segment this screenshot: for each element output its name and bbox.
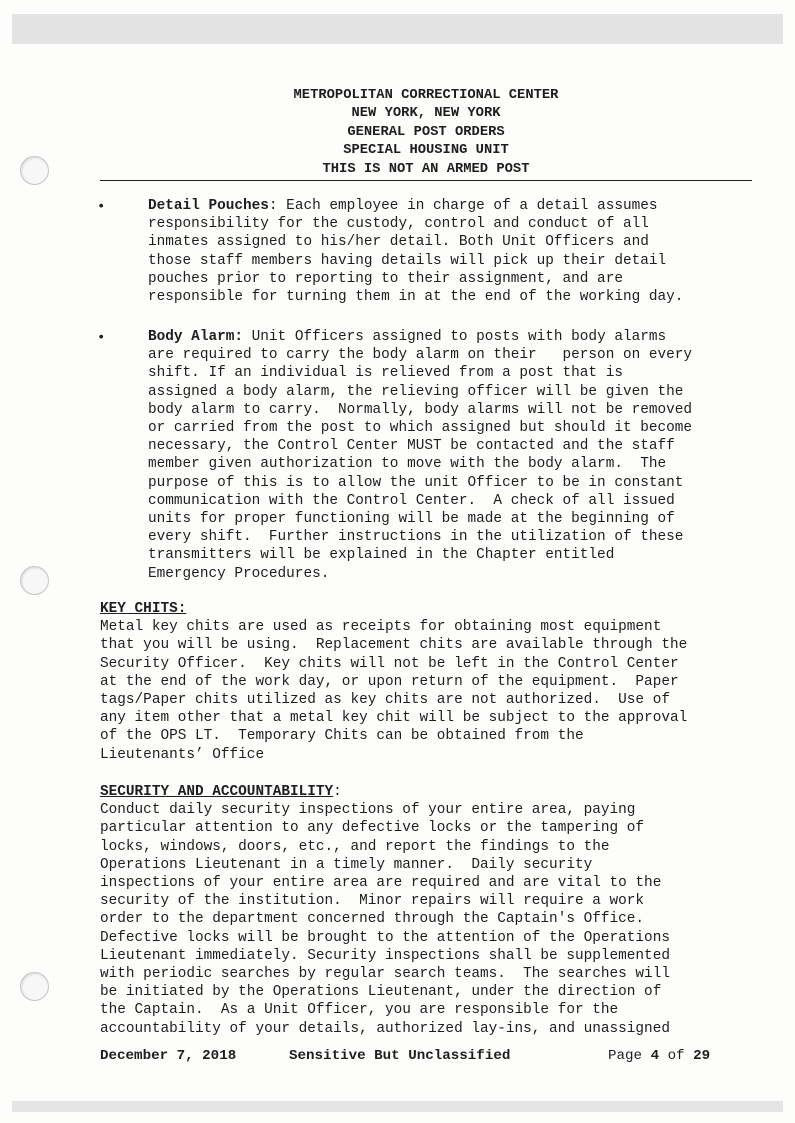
footer-page-number: 4 (650, 1048, 660, 1064)
paragraph-line: Unit Officers assigned to posts with body alarms (243, 329, 667, 345)
paragraph-line: the Captain. As a Unit Officer, you are responsible for the (100, 1002, 619, 1019)
paragraph-line: with periodic searches by regular search teams. The searches will (100, 966, 670, 983)
header-line-unit: SPECIAL HOUSING UNIT (343, 143, 509, 159)
header-line-institution: METROPOLITAN CORRECTIONAL CENTER (293, 88, 559, 103)
security-heading: SECURITY AND ACCOUNTABILITY (100, 784, 334, 800)
paragraph-line: Security Officer. Key chits will not be left in the Control Center (100, 655, 679, 672)
security-section (100, 783, 670, 1038)
paragraph-line: assigned a body alarm, the relieving officer will be given the (148, 383, 684, 400)
paragraph-line: Lieutenant immediately. Security inspections shall be supplemented (100, 947, 670, 964)
paragraph-line: that you will be using. Replacement chits are available through the (100, 637, 688, 654)
paragraph-line: responsible for turning them in at the end of the working day. (148, 289, 684, 306)
detail-pouches-title: Detail Pouches (148, 198, 269, 214)
binder-hole-top (20, 156, 49, 185)
paragraph-line: particular attention to any defective locks or the tampering of (100, 820, 645, 837)
scan-edge-top (12, 14, 783, 44)
paragraph-line: or carried from the post to which assigned but should it become (148, 420, 693, 437)
binder-hole-bottom (20, 972, 49, 1001)
paragraph-line: locks, windows, doors, etc., and report the findings to the (100, 838, 610, 855)
body-alarm-title: Body Alarm: (148, 329, 243, 345)
footer-of-label: of (667, 1048, 685, 1064)
paragraph-line: tags/Paper chits utilized as key chits are not authorized. Use of (100, 692, 670, 709)
header-line-orders: GENERAL POST ORDERS (347, 124, 505, 140)
key-chits-heading: KEY CHITS: (100, 601, 187, 617)
paragraph-line: Defective locks will be brought to the attention of the Operations (100, 929, 670, 946)
paragraph-line: those staff members having details will pick up their detail (148, 252, 667, 269)
paragraph-line: at the end of the work day, or upon return of the equipment. Paper (100, 673, 679, 690)
scan-edge-bottom (12, 1101, 783, 1112)
paragraph-line: are required to carry the body alarm on their person on every (148, 347, 693, 364)
footer-total-pages: 29 (693, 1048, 711, 1064)
header-divider (100, 180, 752, 181)
paragraph-line: necessary, the Control Center MUST be contacted and the staff (148, 438, 675, 455)
detail-pouches-paragraph (148, 197, 683, 306)
paragraph-line: Operations Lieutenant in a timely manner. Daily security (100, 856, 593, 873)
paragraph-line: purpose of this is to allow the unit Officer to be in constant (148, 474, 684, 491)
paragraph-line: Conduct daily security inspections of your entire area, paying (100, 802, 636, 819)
paragraph-line: accountability of your details, authorized lay-ins, and unassigned (100, 1020, 670, 1037)
bullet-body-alarm-marker: • (97, 330, 106, 346)
paragraph-line: Metal key chits are used as receipts for obtaining most equipment (100, 619, 662, 636)
paragraph-line: order to the department concerned through the Captain's Office. (100, 911, 645, 928)
body-alarm-paragraph (148, 328, 692, 583)
header-line-armed-status: THIS IS NOT AN ARMED POST (322, 161, 530, 177)
paragraph-line: be initiated by the Operations Lieutenant, under the direction of (100, 984, 662, 1001)
paragraph-line: responsibility for the custody, control and conduct of all (148, 216, 649, 233)
footer-page-indicator (608, 1048, 710, 1064)
paragraph-line: pouches prior to reporting to their assignment, and are (148, 270, 623, 287)
footer-page-label: Page (608, 1048, 643, 1064)
header-line-city: NEW YORK, NEW YORK (351, 106, 501, 122)
paragraph-line: inspections of your entire area are required and are vital to the (100, 875, 662, 892)
paragraph-line: member given authorization to move with the body alarm. The (148, 456, 667, 473)
document-header (100, 87, 752, 179)
paragraph-line: every shift. Further instructions in the utilization of these (148, 529, 684, 546)
paragraph-line: shift. If an individual is relieved from a post that is (148, 365, 623, 382)
security-heading-colon: : (333, 784, 342, 800)
binder-hole-middle (20, 566, 49, 595)
paragraph-line: Lieutenants’ Office (100, 746, 265, 763)
paragraph-line: communication with the Control Center. A check of all issued (148, 492, 675, 509)
paragraph-line: : Each employee in charge of a detail assumes (268, 198, 658, 214)
paragraph-line: security of the institution. Minor repairs will require a work (100, 893, 645, 910)
footer-classification: Sensitive But Unclassified (289, 1048, 511, 1064)
paragraph-line: units for proper functioning will be made at the beginning of (148, 511, 675, 528)
paragraph-line: Emergency Procedures. (148, 565, 330, 582)
paragraph-line: body alarm to carry. Normally, body alarms will not be removed (148, 401, 693, 418)
footer-date: December 7, 2018 (100, 1048, 237, 1064)
key-chits-section (100, 600, 687, 764)
paragraph-line: inmates assigned to his/her detail. Both Unit Officers and (148, 234, 649, 251)
bullet-detail-pouches-marker: • (97, 199, 106, 215)
paragraph-line: any item other that a metal key chit will be subject to the approval (100, 710, 688, 727)
paragraph-line: transmitters will be explained in the Chapter entitled (148, 547, 615, 564)
paragraph-line: of the OPS LT. Temporary Chits can be obtained from the (100, 728, 584, 745)
